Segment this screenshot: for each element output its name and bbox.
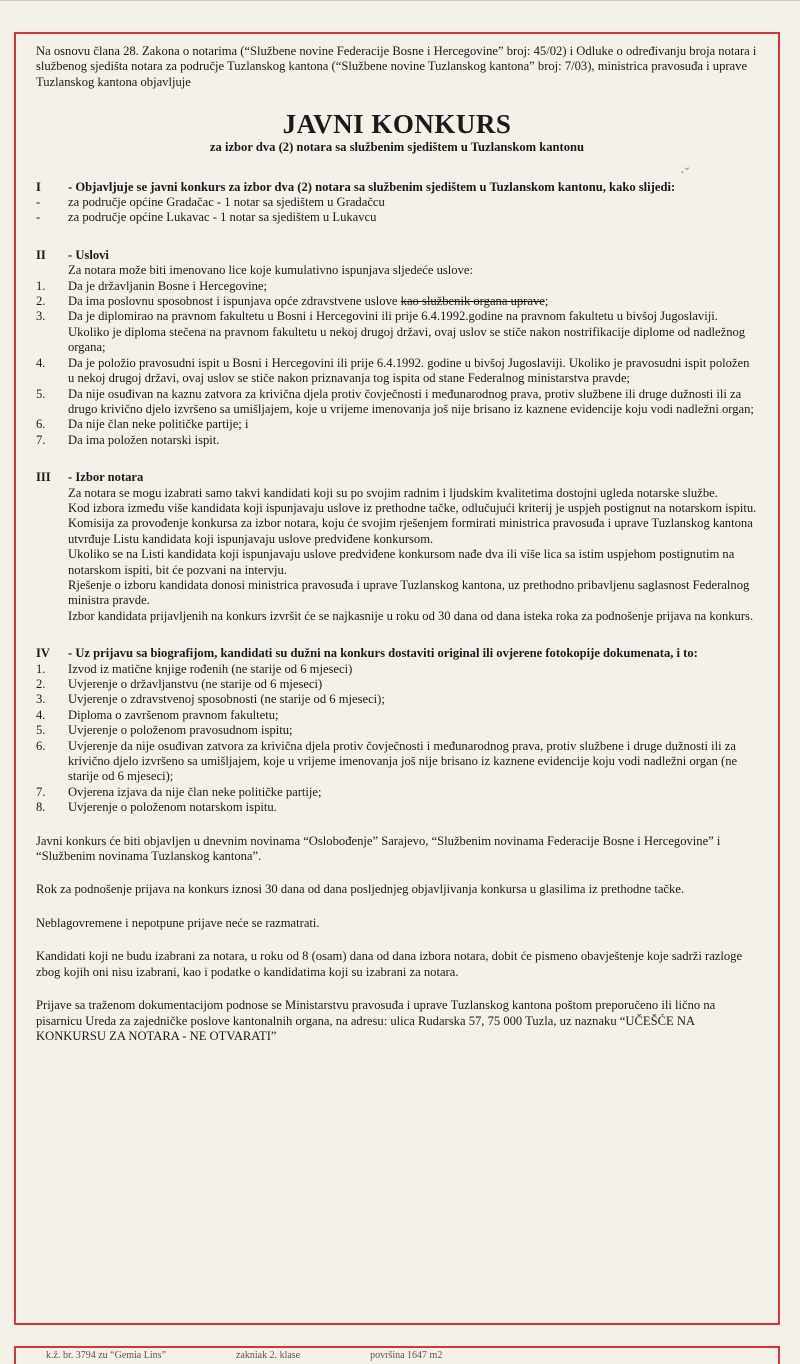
- list-item-text: Da je položio pravosudni ispit u Bosni i Hercegovini ili prije 6.4.1992. godine u bivšoj Jugoslaviji. Ukoliko je pravosudni ispit položen u nekoj drugoj državi, ovaj uslov se stiče nakon priznavanja tog ispita od stane Federalnog ministarstva pravde;: [68, 355, 750, 386]
- section-2: [36, 248, 758, 448]
- list-marker: 1.: [36, 278, 46, 293]
- list-marker: 7.: [36, 784, 46, 799]
- list-item-text-tail: ;: [544, 294, 549, 309]
- section-3-paragraph: Rješenje o izboru kandidata donosi ministrica pravosuđa i uprave Tuzlanskog kantona, uz prethodno pribavljenu saglasnost Federalnog ministra pravde.: [68, 577, 750, 608]
- section-1-title: - Objavljuje se javni konkurs za izbor dva (2) notara sa službenim sjedištem u Tuzlanskom kantonu, kako slijedi:: [68, 179, 676, 194]
- list-item: [36, 387, 758, 418]
- list-item: [36, 433, 758, 448]
- list-item: [36, 708, 758, 723]
- scan-smudge: ·ˇ: [680, 166, 690, 181]
- section-3-paragraph: Kod izbora između više kandidata koji ispunjavaju uslove iz prethodne tačke, odlučujući kriterij je uspjeh postignut na notarskom ispitu.: [68, 500, 757, 515]
- list-item: [36, 294, 758, 309]
- list-item: [36, 210, 758, 225]
- intro-paragraph: Na osnovu člana 28. Zakona o notarima (“Službene novine Federacije Bosne i Hercegovine” broj: 45/02) i Odluke o određivanju broja notara i službenog sjedišta notara za područje Tuzlanskog kantona (“Službene novine Tuzlanskog kantona” broj: 7/03), ministrica pravosuđa i uprave Tuzlanskog kantona objavljuje: [36, 44, 757, 89]
- section-3-paragraph: Izbor kandidata prijavljenih na konkurs izvršit će se najkasnije u roku od 30 dana od dana isteka roka za podnošenje prijava na konkurs.: [68, 608, 754, 623]
- list-item-text: Da je državljanin Bosne i Hercegovine;: [68, 278, 267, 293]
- page-title: JAVNI KONKURS: [282, 109, 512, 140]
- list-item: [36, 279, 758, 294]
- list-marker: 5.: [36, 723, 46, 738]
- section-3-paragraph: Ukoliko se na Listi kandidata koji ispunjavaju uslove predviđene konkursom nađe dva ili više lica sa istim uspjehom postignutim na notarskom ispiti, bit će pozvani na intervju.: [68, 547, 735, 577]
- closing-paragraph: Prijave sa traženom dokumentacijom podnose se Ministarstvu pravosuđa i uprave Tuzlanskog kantona poštom preporučeno ili lično na pisarnicu Ureda za zajedničke poslove kantonalnih organa, na adresu: ulica Rudarska 57, 75 000 Tuzla, uz naznaku “UČEŠĆE NA KONKURSU ZA NOTARA - NE OTVARATI”: [36, 998, 716, 1043]
- section-2-heading: [36, 248, 758, 263]
- top-rule: [0, 0, 800, 5]
- list-marker: 3.: [36, 309, 46, 324]
- list-item-text: Uvjerenje o položenom pravosudnom ispitu;: [68, 723, 293, 738]
- section-2-number: II: [36, 247, 46, 262]
- section-4-title: - Uz prijavu sa biografijom, kandidati su dužni na konkurs dostaviti original ili ovjerene fotokopije dokumenata, i to:: [68, 646, 698, 661]
- closing-paragraph: Neblagovremene i nepotpune prijave neće se razmatrati.: [36, 915, 320, 930]
- list-item-text: Uvjerenje o državljanstvu (ne starije od 6 mjeseci): [68, 677, 323, 691]
- section-4: [36, 646, 758, 815]
- list-item: [36, 723, 758, 738]
- section-1-number: I: [36, 179, 41, 194]
- list-marker: 4.: [36, 355, 46, 370]
- page-subtitle: za izbor dva (2) notara sa službenim sjedištem u Tuzlanskom kantonu: [209, 140, 585, 155]
- list-item-text: [68, 294, 758, 309]
- list-item-text: Da je diplomirao na pravnom fakultetu u Bosni i Hercegovini ili prije 6.4.1992.godine na pravnom fakultetu u bivšoj Jugoslaviji. Ukoliko je diploma stečena na pravnom fakultetu u nekoj drugoj državi, ovaj uslov se stiče nakon nostrifikacije diplome od nadležnog organa;: [68, 309, 746, 355]
- section-1-heading: [36, 180, 758, 195]
- list-item: [36, 800, 758, 815]
- list-marker: 8.: [36, 800, 46, 815]
- section-2-lead: Za notara može biti imenovano lice koje kumulativno ispunjava sljedeće uslove:: [68, 263, 473, 278]
- list-item: [36, 662, 758, 677]
- list-marker: 6.: [36, 417, 46, 432]
- section-3-title: - Izbor notara: [68, 470, 144, 485]
- list-marker: 3.: [36, 692, 46, 707]
- list-item: [36, 739, 758, 785]
- list-item-text: Uvjerenje da nije osuđivan zatvora za krivična djela protiv čovječnosti i međunarodnog prava, protiv službene i druge dužnosti ili za krivično djelo izvršeno sa umišljajem, koje u vrijeme imenovanja još nije brisano iz kaznene evidencije koju vodi nadležni organ (ne starije od 6 mjeseci);: [68, 738, 738, 784]
- next-notice-right: površina 1647 m2: [370, 1350, 443, 1361]
- next-notice-strip: [14, 1346, 780, 1364]
- list-item-text: Diploma o završenom pravnom fakultetu;: [68, 707, 279, 722]
- list-item: [36, 309, 758, 355]
- section-3-paragraph: Za notara se mogu izabrati samo takvi kandidati koji su po svojim radnim i ljudskim kvalitetima dostojni ugleda notarske službe.: [68, 485, 718, 500]
- list-marker: 7.: [36, 432, 46, 447]
- list-item: [36, 356, 758, 387]
- list-marker: 4.: [36, 707, 46, 722]
- section-3-paragraph: Komisija za provođenje konkursa za izbor notara, koju će svojim rješenjem formirati ministrica pravosuđa i uprave Tuzlanskog kantona utvrđuje Listu kandidata koji ispunjavaju uslove predviđene konkursom.: [68, 516, 753, 546]
- list-item: [36, 785, 758, 800]
- list-item-text: Uvjerenje o zdravstvenoj sposobnosti (ne starije od 6 mjeseci);: [68, 692, 385, 707]
- list-item-text: Da nije osuđivan na kaznu zatvora za krivična djela protiv čovječnosti i međunarodnog prava, protiv službene ili druge dužnosti ili za drugo krivično djelo izvršeno sa umišljajem, koje u vrijeme imenovanja još nije brisano iz kaznene evidencije koju vodi nadležni organ;: [68, 386, 754, 416]
- list-marker: 2.: [36, 677, 46, 691]
- list-item-text: za područje općine Lukavac - 1 notar sa sjedištem u Lukavcu: [68, 210, 377, 225]
- list-item-text: Da nije član neke političke partije; i: [68, 417, 249, 432]
- section-3: [36, 470, 758, 624]
- list-marker: -: [36, 195, 41, 210]
- closing-paragraph: Javni konkurs će biti objavljen u dnevnim novinama “Oslobođenje” Sarajevo, “Službenim novinama Federacije Bosne i Hercegovine” i “Službenim novinama Tuzlanskog kantona”.: [36, 833, 721, 864]
- list-item-text: Da ima položen notarski ispit.: [68, 432, 220, 447]
- list-item: [36, 692, 758, 707]
- list-item: [36, 417, 758, 432]
- list-marker: 6.: [36, 738, 46, 753]
- list-item-text: Ovjerena izjava da nije član neke političke partije;: [68, 784, 322, 799]
- next-notice-left: k.ž. br. 3794 zu “Gemia Lins”: [46, 1350, 166, 1361]
- closing-paragraph: Kandidati koji ne budu izabrani za notara, u roku od 8 (osam) dana od dana izbora notara, dobit će pismeno obavještenje koje sadrži razloge zbog kojih oni nisu izabrani, kao i podatke o kandidatima koji su izabrani za notara.: [36, 949, 743, 979]
- list-item: [36, 677, 758, 692]
- list-marker: 5.: [36, 386, 46, 401]
- closing-paragraph: Rok za podnošenje prijava na konkurs iznosi 30 dana od dana posljednjeg objavljivanja konkursa u glasilima iz prethodne tačke.: [36, 882, 685, 897]
- next-notice-mid: zakniak 2. klase: [235, 1350, 301, 1361]
- struck-text: kao službenik organa uprave: [400, 294, 545, 309]
- section-4-heading: [36, 646, 758, 661]
- list-marker: -: [36, 210, 41, 225]
- section-2-title: - Uslovi: [68, 247, 109, 262]
- section-3-heading: [36, 470, 758, 485]
- list-marker: 2.: [36, 294, 46, 309]
- section-4-number: IV: [36, 646, 50, 661]
- list-item-text: za područje općine Gradačac - 1 notar sa sjedištem u Gradačcu: [68, 195, 385, 210]
- announcement-box: [14, 32, 780, 1325]
- list-item-text: Uvjerenje o položenom notarskom ispitu.: [68, 800, 277, 815]
- section-3-number: III: [36, 470, 51, 485]
- list-marker: 1.: [36, 661, 46, 676]
- list-item-text-main: Da ima poslovnu sposobnost i ispunjava opće zdravstvene uslove: [68, 294, 398, 309]
- list-item-text: Izvod iz matične knjige rođenih (ne starije od 6 mjeseci): [68, 661, 353, 676]
- list-item: [36, 195, 758, 210]
- section-1: [36, 180, 758, 226]
